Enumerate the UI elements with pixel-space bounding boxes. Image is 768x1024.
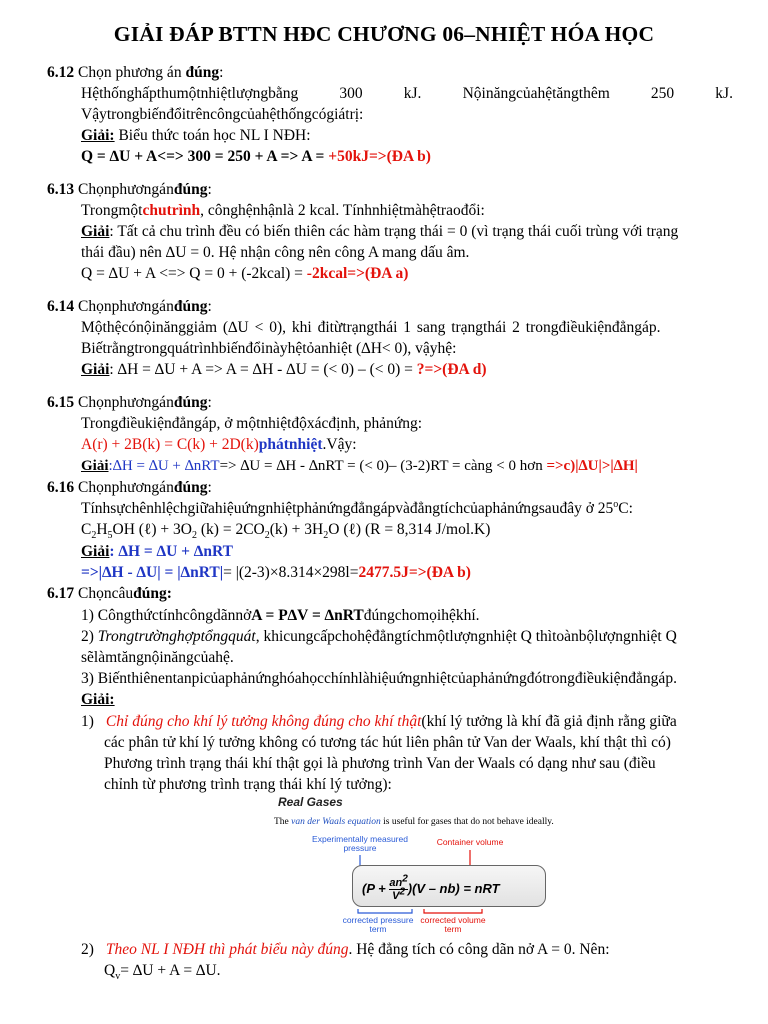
q617-statement3: 3) Biếnthiênentanpicủaphảnứnghóahọcchínhlàhiệuứngnhiệtcủaphảnứngđótrongđiềukiệnđẳngáp. xyxy=(81,670,677,687)
pressure-term-bracket xyxy=(358,909,412,913)
q617-answer2: 2) Theo NL I NĐH thì phát biểu này đúng. Hệ đẳng tích có công dãn nở A = 0. Nên: xyxy=(81,941,610,958)
q616-formula2: =>|∆H - ∆U| = |∆nRT|= |(2-3)×8.314×298l=2477.5J=>(ĐA b) xyxy=(81,564,471,581)
q617-answer2-formula: $Q_v= \Delta U + A = \Delta U$. xyxy=(104,962,221,983)
q613-line3: thái đầu) nên ∆U = 0. Hệ nhận công nên công A mang dấu âm. xyxy=(81,244,470,261)
q613-line2: Giải: Tất cả chu trình đều có biến thiên các hàm trạng thái = 0 (vì trạng thái cuối trùng với trạng xyxy=(81,223,679,240)
q614-formula: Giải: ∆H = ∆U + A => A = ∆H - ∆U = (< 0) – (< 0) = ?=>(ĐA d) xyxy=(81,361,487,378)
q612-solution: Giải: Biểu thức toán học NL I NĐH: xyxy=(81,127,311,144)
q616-reaction: $C_2H_5OH$ (ℓ) + $3O_2$ $(k) = 2CO_2(k) + 3H_2O$ (ℓ) (R = 8,314 J/mol.K) xyxy=(81,521,491,542)
figure-description: The van der Waals equation is useful for gases that do not behave ideally. xyxy=(274,817,554,827)
q617-heading: 6.17 Chọncâuđúng: xyxy=(47,585,172,602)
q613-formula: Q = ∆U + A <=> Q = 0 + (-2kcal) = -2kcal=>(ĐA a) xyxy=(81,265,409,282)
q615-formula: Giải:∆H = ∆U + ∆nRT=> ∆U = ∆H - ∆nRT = (< 0)– (3-2)RT = càng < 0 hơn =>c)|∆U|>|∆H| xyxy=(81,458,638,474)
q615-line1: Trongđiềukiệnđẳngáp, ở mộtnhiệtđộxácđịnh, phảnứng: xyxy=(81,415,423,432)
q617-answer1-line3: Phương trình trạng thái khí thật gọi là phương trình Van der Waals có dạng như sau (điều xyxy=(104,755,656,772)
label-measured-pressure: Experimentally measured pressure xyxy=(312,834,408,853)
q616-line1: Tínhsựchênhlệchgiữahiệuứngnhiệtphảnứngđẳngápvàđẳngtíchcủaphảnứngsauđây ở 25$^o$C: xyxy=(81,498,633,517)
q617-answer1: 1) Chỉ đúng cho khí lý tưởng không đúng cho khí thật(khí lý tưởng là khí đã giả định rằng giữa xyxy=(81,713,677,730)
volume-term-bracket xyxy=(424,909,482,913)
label-container-volume: Container volume xyxy=(436,837,504,847)
van-der-waals-figure xyxy=(270,793,570,935)
q615-reaction: A(r) + 2B(k) = C(k) + 2D(k)phátnhiệt.Vậy: xyxy=(81,436,357,453)
q614-line2: Biếtrằngtrongquátrìnhbiếnđổinàyhệtỏanhiệt (∆H< 0), vậyhệ: xyxy=(81,340,457,357)
q617-answer1-line2: các phân tử khí lý tưởng không có tương tác hút liên phân tử Van der Waals, khí thật thì có) xyxy=(104,734,671,751)
q614-heading: 6.14 Chọnphươngánđúng: xyxy=(47,298,212,315)
q617-answer1-line4: chỉnh từ phương trình trạng thái khí lý tưởng): xyxy=(104,776,392,793)
equation-fraction: $\frac{an^2}{V^2}$ xyxy=(389,873,408,902)
q612-heading: 6.12 Chọn phương án đúng: xyxy=(47,64,224,81)
q617-statement2: 2) Trongtrườnghợptổngquát, khicungcấpchohệđẳngtíchmộtlượngnhiệt Q thìtoànbộlượngnhiệt Q xyxy=(81,628,677,645)
q613-line1: Trongmộtchutrình, cônghệnhậnlà 2 kcal. Tínhnhiệtmàhệtraođổi: xyxy=(81,202,485,219)
label-corrected-volume: corrected volume term xyxy=(420,915,486,934)
figure-title: Real Gases xyxy=(278,795,343,809)
q616-formula1: Giải: ∆H = ∆U + ∆nRT xyxy=(81,543,233,560)
q613-heading: 6.13 Chọnphươngánđúng: xyxy=(47,181,212,198)
label-corrected-pressure: corrected pressure term xyxy=(342,915,414,934)
q612-formula: Q = ∆U + A<=> 300 = 250 + A => A = +50kJ=>(ĐA b) xyxy=(81,148,431,165)
q612-line2: Vậytrongbiếnđổitrêncôngcủahệthốngcógiátrị: xyxy=(81,106,364,123)
q614-line1: Mộthệcónộinănggiảm (∆U < 0), khi đitừtrạngthái 1 sang trạngthái 2 trongđiềukiệnđẳngáp. xyxy=(81,319,661,336)
page-title: GIẢI ĐÁP BTTN HĐC CHƯƠNG 06–NHIỆT HÓA HỌC xyxy=(113,22,655,46)
q617-solution-label: Giải: xyxy=(81,691,115,708)
q616-heading: 6.16 Chọnphươngánđúng: xyxy=(47,479,212,496)
q615-heading: 6.15 Chọnphươngánđúng: xyxy=(47,394,212,411)
q617-statement2-cont: sẽlàmtăngnộinăngcủahệ. xyxy=(81,649,234,666)
q612-line1: Hệthốnghấpthumộtnhiệtlượngbằng 300 kJ. Nộinăngcủahệtăngthêm 250 kJ. xyxy=(81,85,733,102)
figure-connector-lines xyxy=(270,793,570,935)
q617-statement1: 1) CôngthứctínhcôngdãnnởA = P∆V = ∆nRTđúngchomọihệkhí. xyxy=(81,607,480,624)
van-der-waals-equation: (P + $\frac{an^2}{V^2}$ )(V – nb) = nRT xyxy=(362,873,500,902)
